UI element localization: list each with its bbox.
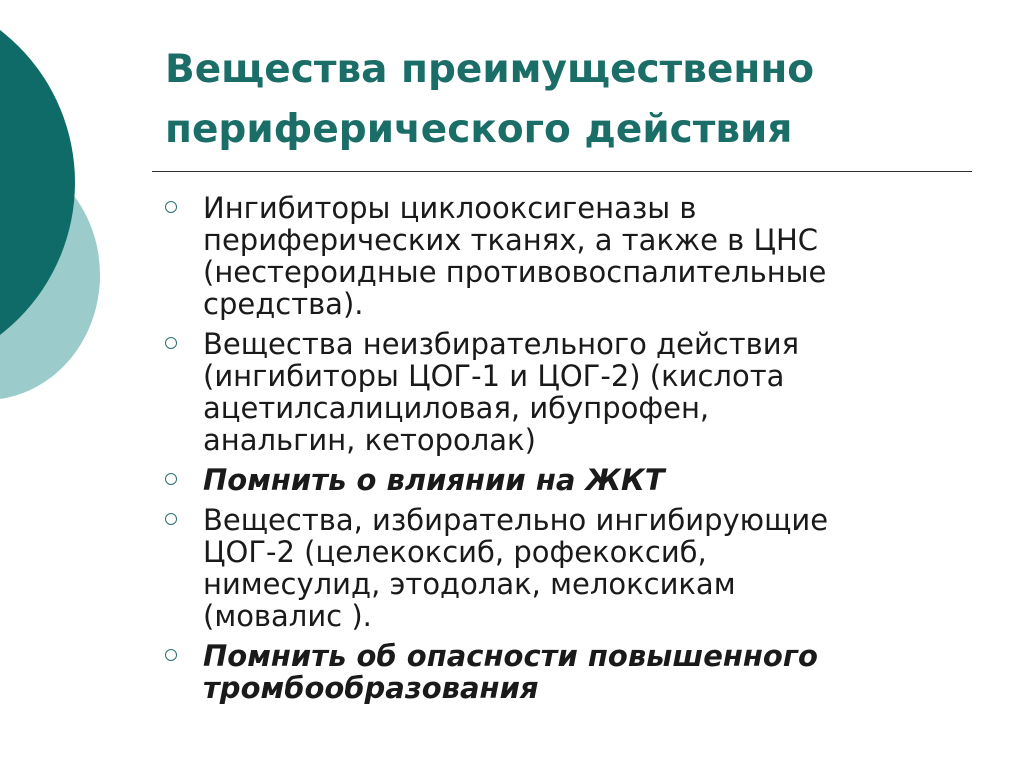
bullet-text bbox=[203, 192, 980, 320]
bullet-text-line: тромбообразования bbox=[203, 671, 539, 705]
slide-title bbox=[165, 40, 985, 160]
hollow-circle-bullet-icon bbox=[165, 201, 177, 213]
bullet-text-line: ацетилсалициловая, ибупрофен, bbox=[203, 391, 710, 425]
bullet-text-line: (ингибиторы ЦОГ-1 и ЦОГ-2) (кислота bbox=[203, 359, 785, 393]
bullet-text-line: Помнить об опасности повышенного bbox=[203, 639, 818, 673]
bullet-text-line: периферических тканях, а также в ЦНС bbox=[203, 223, 819, 257]
bullet-text bbox=[203, 640, 980, 704]
bullet-item bbox=[160, 328, 980, 456]
hollow-circle-bullet-icon bbox=[165, 649, 177, 661]
hollow-circle-bullet-icon bbox=[165, 337, 177, 349]
bullet-text-line: (нестероидные противовоспалительные bbox=[203, 255, 827, 289]
bullet-text-line: анальгин, кеторолак) bbox=[203, 423, 536, 457]
bullet-text-line: ЦОГ-2 (целекоксиб, рофекоксиб, bbox=[203, 535, 707, 569]
bullet-item bbox=[160, 504, 980, 632]
bullet-text-line: средства). bbox=[203, 287, 364, 321]
bullet-item bbox=[160, 192, 980, 320]
bullet-text-line: Помнить о влиянии на ЖКТ bbox=[203, 463, 665, 497]
bullet-text-line: Вещества, избирательно ингибирующие bbox=[203, 503, 829, 537]
bullet-text-line: (мовалис ). bbox=[203, 599, 372, 633]
hollow-circle-bullet-icon bbox=[165, 473, 177, 485]
slide-title-line-1: Вещества преимущественно bbox=[165, 47, 815, 92]
bullet-item bbox=[160, 464, 980, 496]
bullet-text bbox=[203, 504, 980, 632]
bullet-text-line: нимесулид, этодолак, мелоксикам bbox=[203, 567, 736, 601]
hollow-circle-bullet-icon bbox=[165, 513, 177, 525]
bullet-text-line: Вещества неизбирательного действия bbox=[203, 327, 800, 361]
title-divider bbox=[152, 171, 972, 172]
bullet-text-line: Ингибиторы циклооксигеназы в bbox=[203, 191, 697, 225]
bullet-list bbox=[160, 192, 980, 712]
bullet-text bbox=[203, 464, 980, 496]
bullet-text bbox=[203, 328, 980, 456]
slide-title-line-2: периферического действия bbox=[165, 107, 793, 152]
bullet-item bbox=[160, 640, 980, 704]
